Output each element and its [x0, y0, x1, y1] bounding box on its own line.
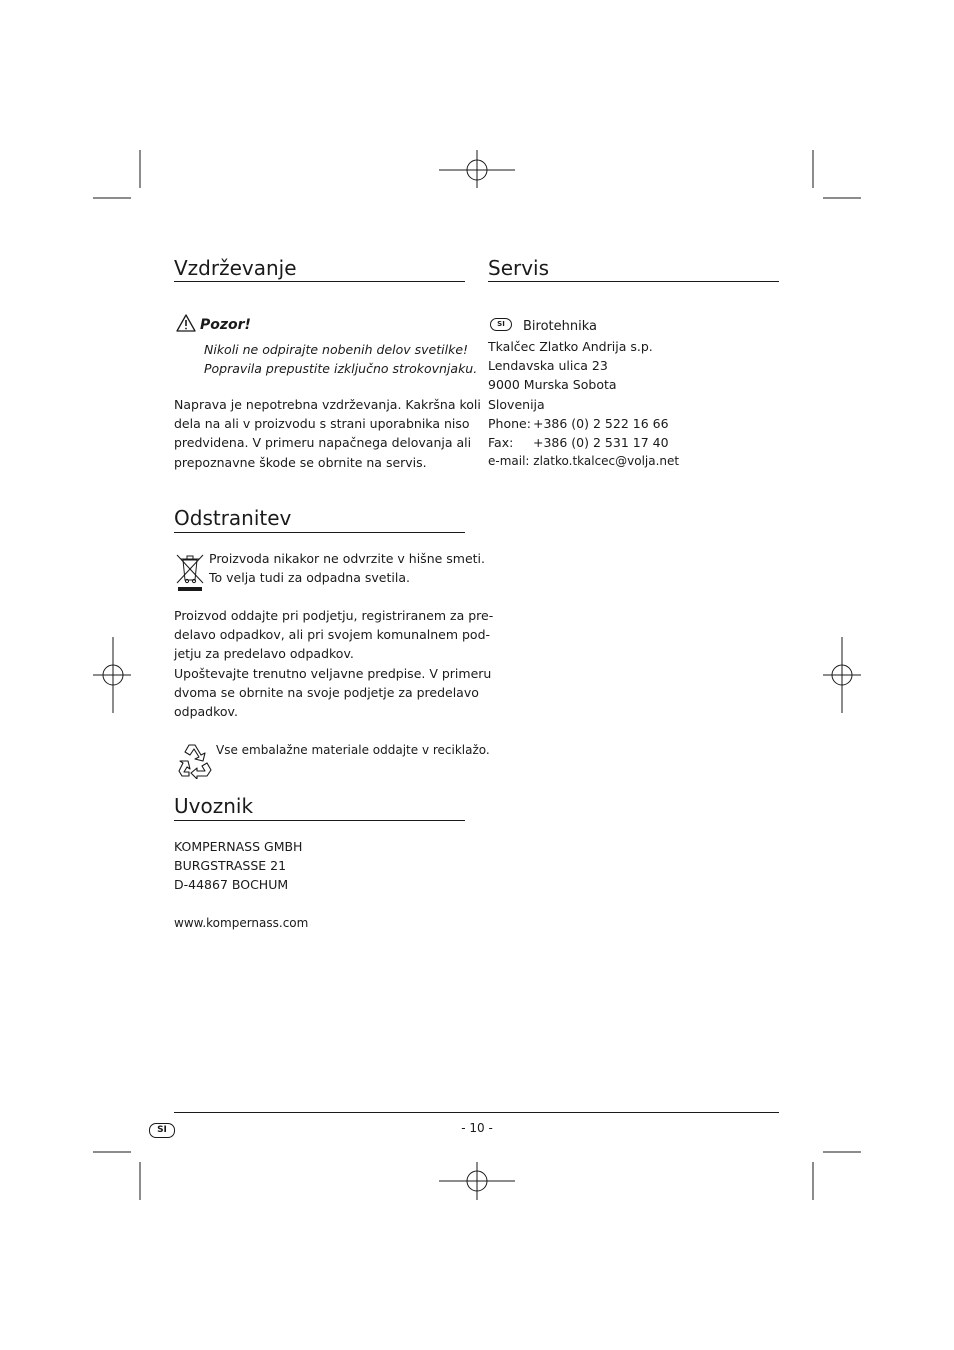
warning-text [204, 340, 477, 378]
warning-line: Nikoli ne odpirajte nobenih delov svetilke! [204, 342, 469, 357]
paragraph-line: Proizvod oddajte pri podjetju, registriranem za pre- [174, 608, 494, 623]
service-phone: +386 (0) 2 522 16 66 [533, 416, 669, 431]
address-line: Slovenija [488, 396, 545, 412]
maintenance-heading: Vzdrževanje [174, 256, 297, 280]
service-address [488, 337, 653, 414]
importer-address [174, 837, 302, 895]
paragraph-line: dela na ali v proizvodu s strani uporabnika niso [174, 416, 470, 432]
address-line: Tkalčec Zlatko Andrija s.p. [488, 339, 653, 354]
address-line: Lendavska ulica 23 [488, 358, 608, 374]
crossed-out-wheelie-bin-icon [175, 552, 205, 594]
paragraph-line: jetju za predelavo odpadkov. [174, 646, 354, 662]
paragraph-line: odpadkov. [174, 704, 238, 720]
importer-heading-rule [174, 820, 465, 821]
recycle-text: Vse embalažne materiale oddajte v reciklažo. [216, 743, 490, 757]
paragraph-line: dvoma se obrnite na svoje podjetje za predelavo [174, 684, 479, 700]
address-line: KOMPERNASS GMBH [174, 839, 303, 854]
bin-line: Proizvoda nikakor ne odvrzite v hišne smeti. [209, 551, 486, 566]
importer-heading: Uvoznik [174, 794, 254, 818]
service-fax: +386 (0) 2 531 17 40 [533, 435, 669, 450]
warning-triangle-icon [176, 314, 196, 332]
service-company: Birotehnika [523, 319, 597, 334]
maintenance-heading-rule [174, 281, 465, 282]
warning-line: Popravila prepustite izključno strokovnjaku. [204, 361, 478, 377]
paragraph-line: predvidena. V primeru napačnega delovanja ali [174, 435, 472, 451]
service-phone-label: Phone: [488, 416, 531, 431]
service-heading-rule [488, 281, 779, 282]
service-heading: Servis [488, 256, 550, 280]
importer-website: www.kompernass.com [174, 916, 309, 930]
recycle-arrows-icon [175, 741, 215, 779]
disposal-heading: Odstranitev [174, 506, 292, 530]
footer-rule [174, 1112, 779, 1113]
disposal-paragraph [174, 606, 493, 721]
footer-language-badge: SI [149, 1123, 175, 1138]
page-number: - 10 - [461, 1121, 493, 1135]
bin-line: To velja tudi za odpadna svetila. [209, 570, 410, 586]
paragraph-line: Naprava je nepotrebna vzdrževanja. Kakršna koli [174, 397, 481, 412]
paragraph-line: delavo odpadkov, ali pri svojem komunalnem pod- [174, 627, 491, 643]
address-line: D-44867 BOCHUM [174, 877, 289, 893]
service-country-badge: SI [490, 318, 512, 331]
bin-text [209, 549, 485, 587]
address-line: BURGSTRASSE 21 [174, 858, 287, 874]
address-line: 9000 Murska Sobota [488, 377, 617, 393]
warning-title: Pozor! [200, 317, 251, 333]
maintenance-paragraph [174, 395, 481, 472]
paragraph-line: prepoznavne škode se obrnite na servis. [174, 454, 427, 470]
service-email: e-mail: zlatko.tkalcec@volja.net [488, 454, 680, 468]
service-fax-label: Fax: [488, 435, 514, 450]
paragraph-line: Upoštevajte trenutno veljavne predpise. V primeru [174, 665, 492, 681]
disposal-heading-rule [174, 532, 465, 533]
